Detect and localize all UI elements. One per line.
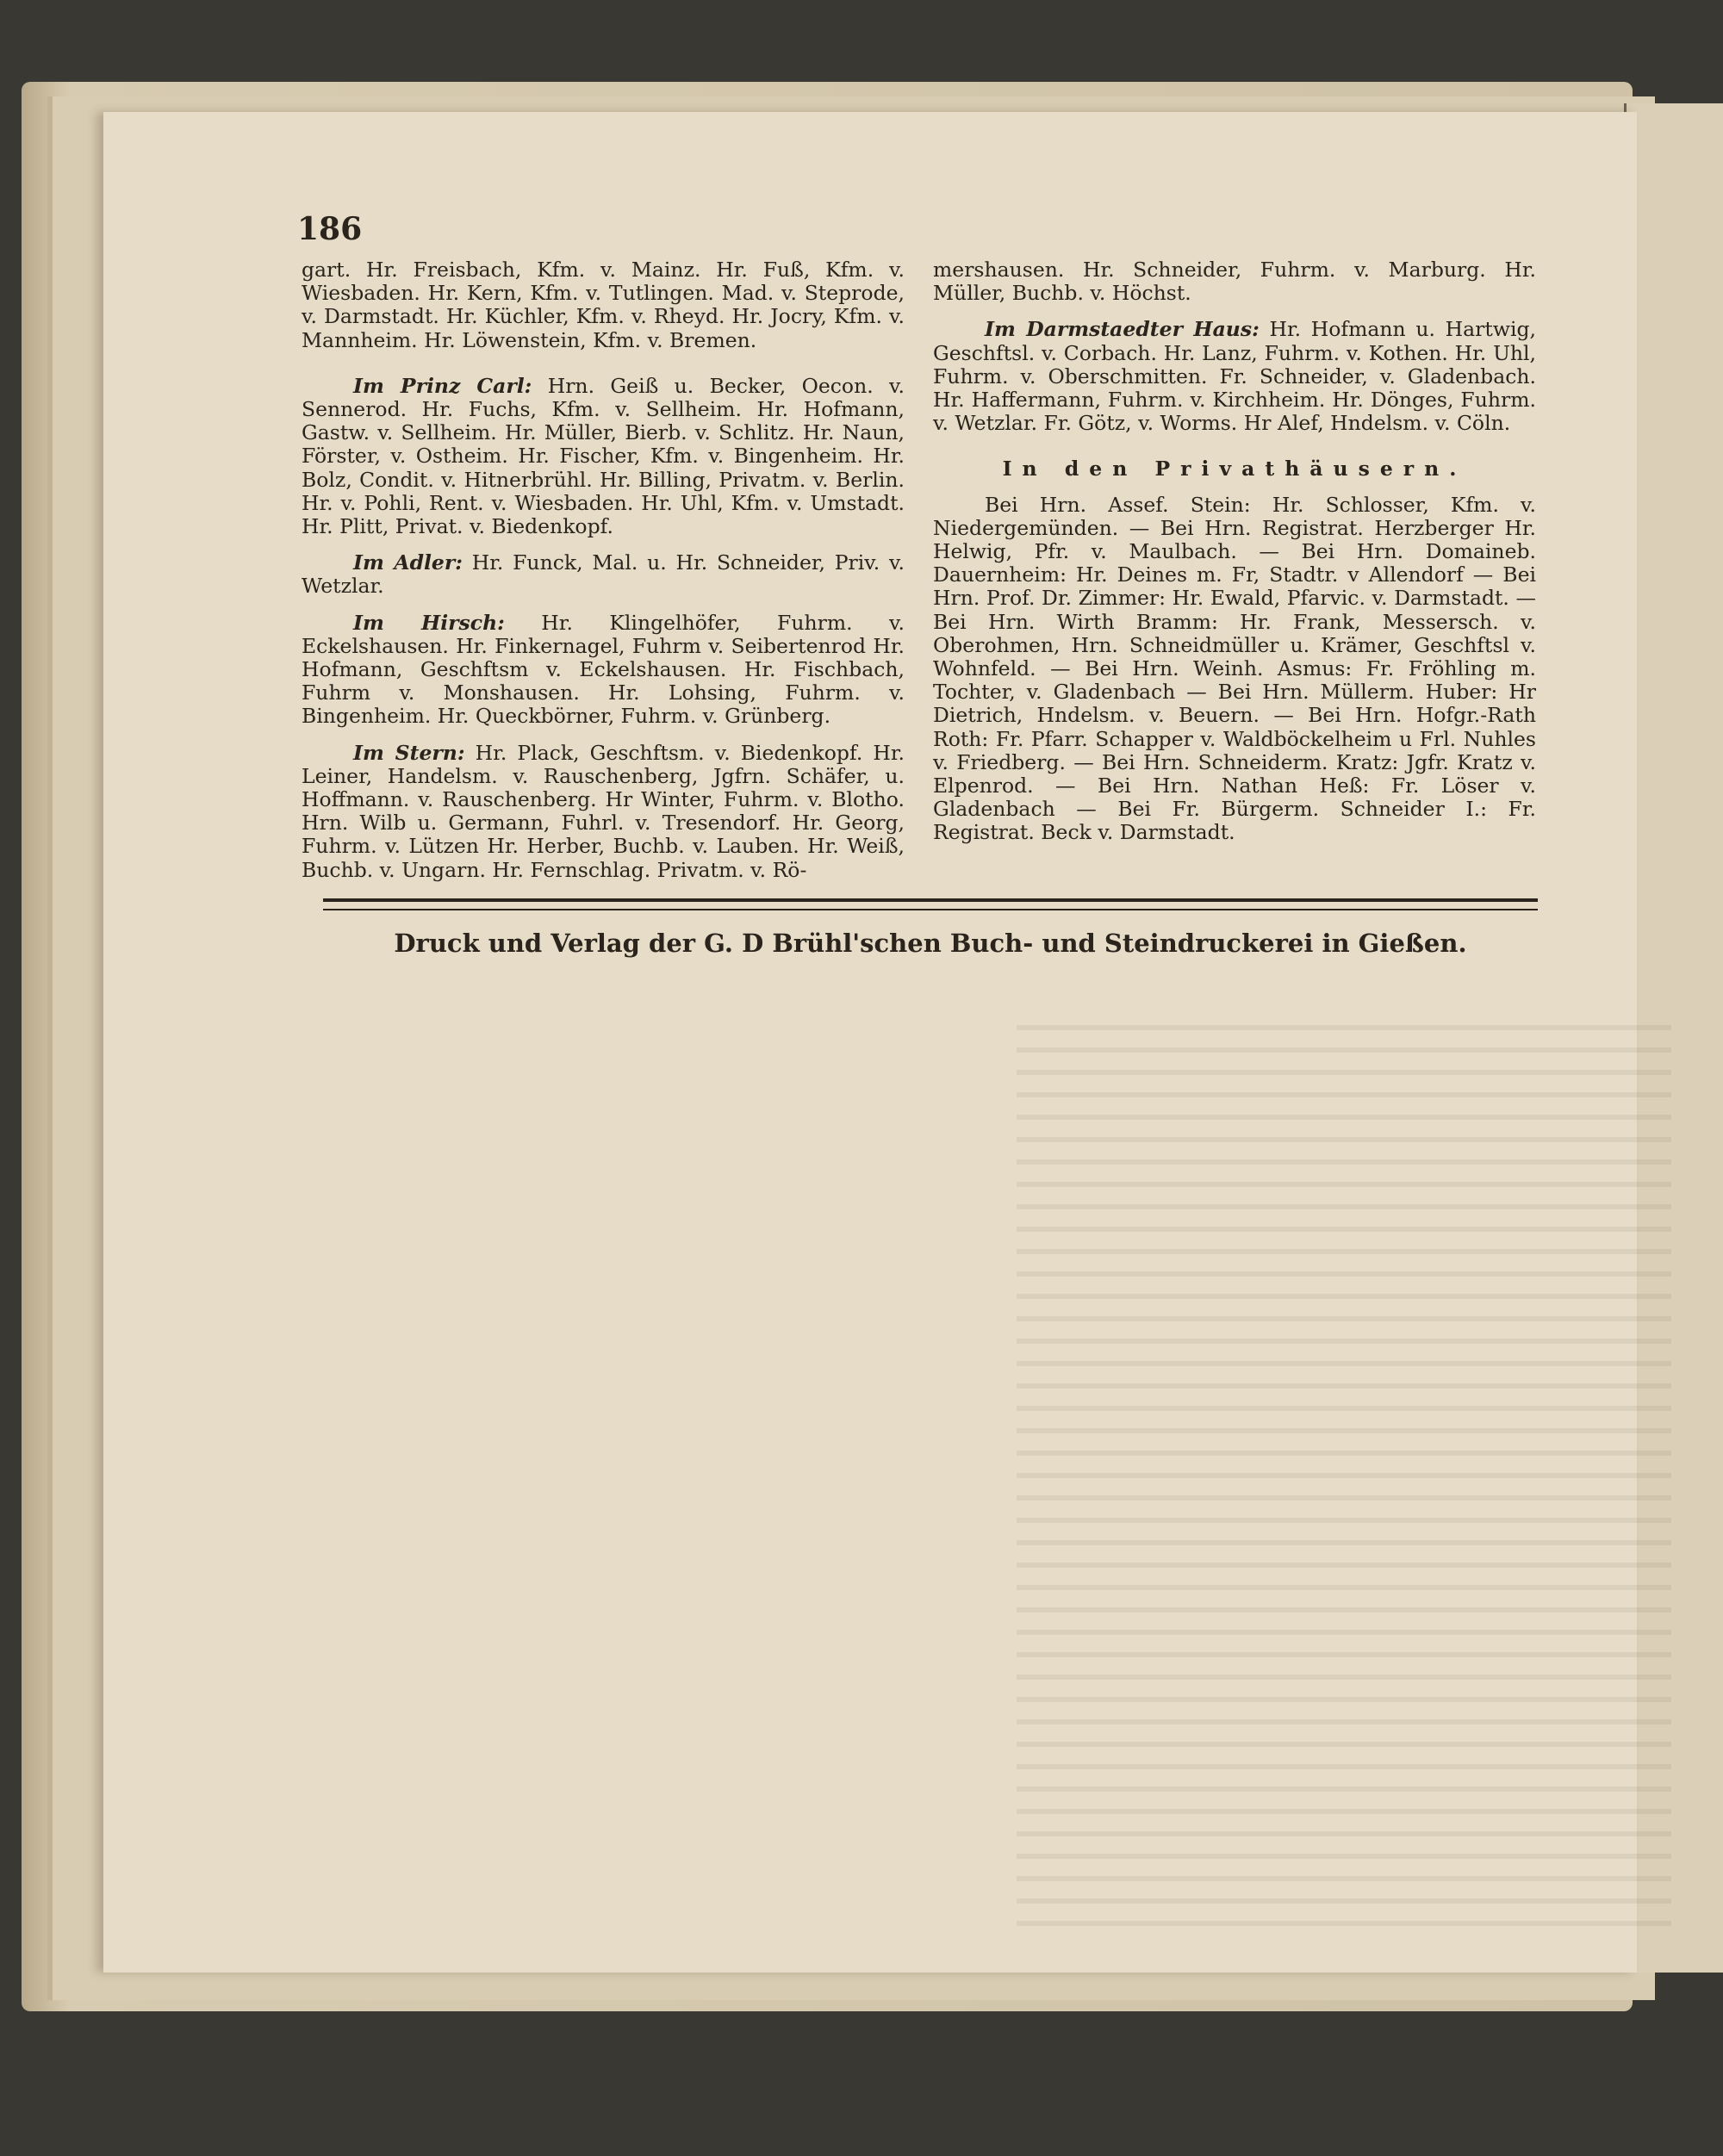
entry-text: Hr. Hofmann u. Hartwig, Geschftsl. v. Corbach. Hr. Lanz, Fuhrm. v. Kothen. Hr. Uhl, Fuhrm. v. Oberschmitten. Fr. Schneider, v. Gladenbach. Hr. Haffermann, Fuhrm. v. Kirchheim. Hr. Dönges, Fuhrm. v. Wetzlar. Fr. Götz, v. Worms. Hr Alef, Hndelsm. v. Cöln. (933, 317, 1536, 436)
hotel-label: Im Darmstaedter Haus: (985, 317, 1260, 342)
guest-entry (933, 318, 1536, 435)
guest-entry (302, 742, 905, 882)
private-houses-heading: In den Privathäusern. (1002, 457, 1467, 482)
hotel-label: Im Stern: (353, 740, 465, 765)
private-houses-text: Bei Hrn. Assef. Stein: Hr. Schlosser, Kfm. v. Niedergemünden. — Bei Hrn. Registrat. Herzberger Hr. Helwig, Pfr. v. Maulbach. — Bei Hrn. Domaineb. Dauernheim: Hr. Deines m. Fr, Stadtr. v Allendorf — Bei Hrn. Prof. Dr. Zimmer: Hr. Ewald, Pfarvic. v. Darmstadt. — Bei Hrn. Wirth Bramm: Hr. Frank, Messersch. v. Oberohmen, Hrn. Schneidmüller u. Krämer, Geschftsl v. Wohnfeld. — Bei Hrn. Weinh. Asmus: Fr. Fröhling m. Tochter, v. Gladenbach — Bei Hrn. Müllerm. Huber: Hr Dietrich, Hndelsm. v. Beuern. — Bei Hrn. Hofgr.-Rath Roth: Fr. Pfarr. Schapper v. Waldböckelheim u Frl. Nuhles v. Friedberg. — Bei Hrn. Schneiderm. Kratz: Jgfr. Kratz v. Elpenrod. — Bei Hrn. Nathan Heß: Fr. Löser v. Gladenbach — Bei Fr. Bürgerm. Schneider I.: Fr. Registrat. Beck v. Darmstadt. (933, 492, 1536, 845)
entry-text: Hr. Funck, Mal. u. Hr. Schneider, Priv. v. Wetzlar. (302, 550, 905, 599)
hotel-label: Im Prinz Carl: (353, 373, 532, 398)
entry-text: Hr. Klingelhöfer, Fuhrm. v. Eckelshausen. Hr. Finkernagel, Fuhrm v. Seibertenrod Hr. Hofmann, Geschftsm v. Eckelshausen. Hr. Fischbach, Fuhrm v. Monshausen. Hr. Lohsing, Fuhrm. v. Bingenheim. Hr. Queckbörner, Fuhrm. v. Grünberg. (302, 610, 905, 729)
entry-text: mershausen. Hr. Schneider, Fuhrm. v. Marburg. Hr. Müller, Buchb. v. Höchst. (933, 258, 1536, 306)
hotel-label: Im Adler: (353, 550, 463, 575)
page-number: 186 (297, 211, 363, 247)
divider-rule (323, 898, 1538, 910)
entry-text: Hrn. Geiß u. Becker, Oecon. v. Sennerod. Hr. Fuchs, Kfm. v. Sellheim. Hr. Hofmann, Gastw. v. Sellheim. Hr. Müller, Bierb. v. Schlitz. Hr. Naun, Förster, v. Ostheim. Hr. Fischer, Kfm. v. Bingenheim. Hr. Bolz, Condit. v. Hitnerbrühl. Hr. Billing, Privatm. v. Berlin. Hr. v. Pohli, Rent. v. Wiesbaden. Hr. Uhl, Kfm. v. Umstadt. Hr. Plitt, Privat. v. Biedenkopf. (302, 373, 905, 539)
show-through-text (1017, 1025, 1671, 1929)
left-column (302, 258, 905, 895)
guest-entry (302, 258, 905, 352)
guest-entry (302, 551, 905, 598)
entry-text: Hr. Plack, Geschftsm. v. Biedenkopf. Hr. Leiner, Handelsm. v. Rauschenberg, Jgfrn. Schäfer, u. Hoffmann. v. Rauschenberg. Hr Winter, Fuhrm. v. Blotho. Hrn. Wilb u. Germann, Fuhrl. v. Tresendorf. Hr. Georg, Fuhrm. v. Lützen Hr. Herber, Buchb. v. Lauben. Hr. Weiß, Buchb. v. Ungarn. Hr. Fernschlag. Privatm. v. Rö- (302, 740, 905, 882)
hotel-label: Im Hirsch: (353, 610, 505, 635)
guest-entry (302, 375, 905, 538)
guest-entry (302, 612, 905, 729)
right-column (933, 258, 1536, 858)
entry-text: gart. Hr. Freisbach, Kfm. v. Mainz. Hr. Fuß, Kfm. v. Wiesbaden. Hr. Kern, Kfm. v. Tutlingen. Mad. v. Steprode, v. Darmstadt. Hr. Küchler, Kfm. v. Rheyd. Hr. Jocry, Kfm. v. Mannheim. Hr. Löwenstein, Kfm. v. Bremen. (302, 258, 905, 352)
guest-entry (933, 258, 1536, 305)
printer-imprint: Druck und Verlag der G. D Brühl'schen Buch- und Steindruckerei in Gießen. (394, 929, 1467, 958)
